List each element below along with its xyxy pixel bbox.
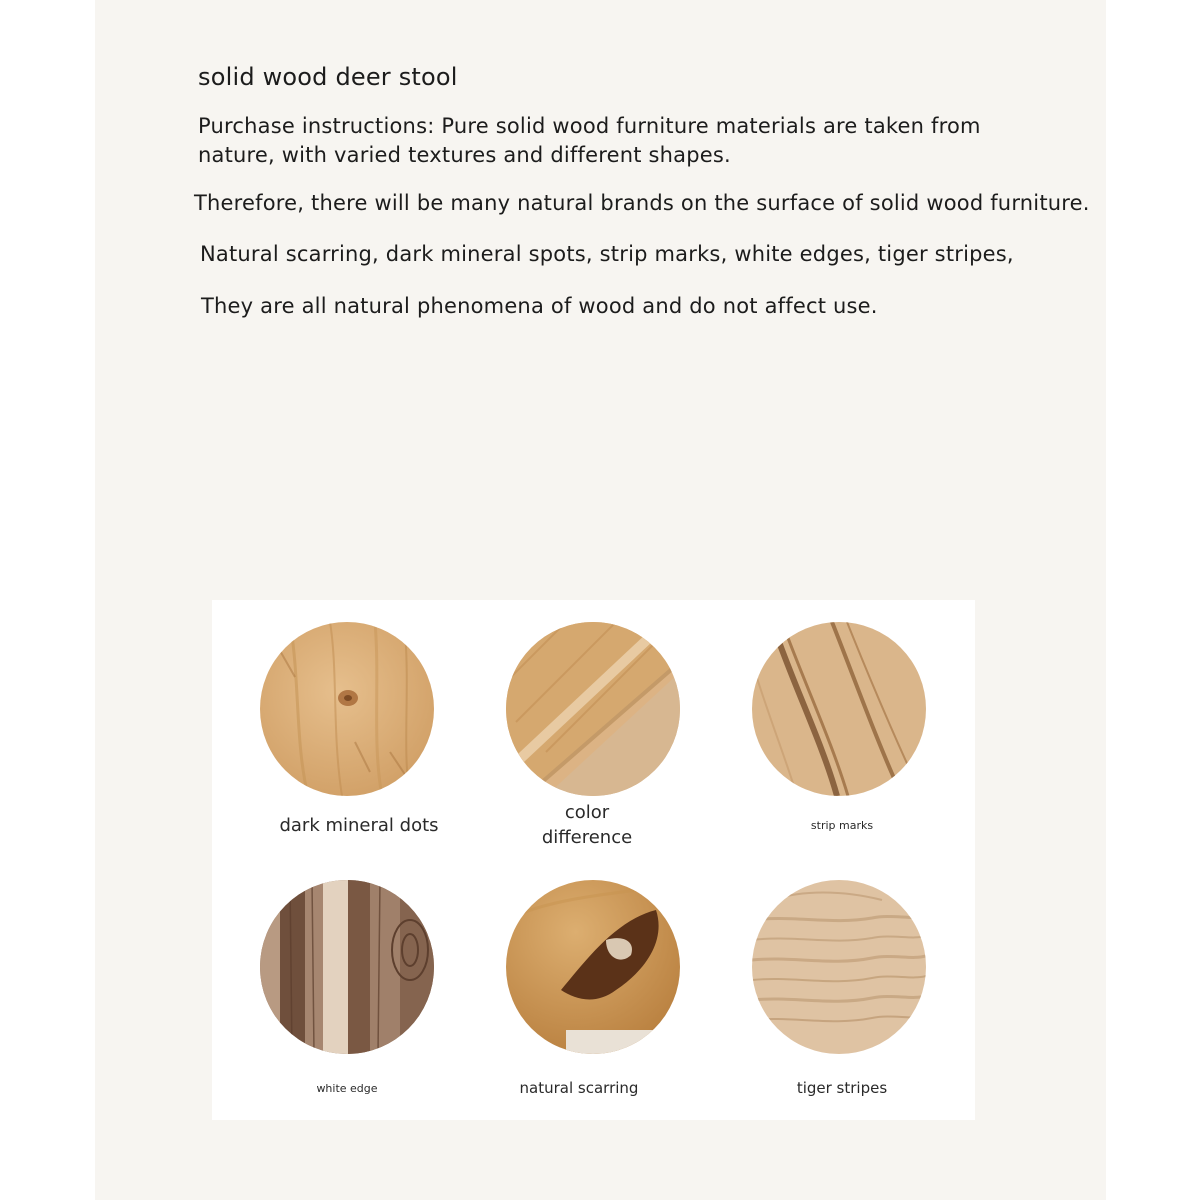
sample-label-line: difference [541,827,633,848]
white-edge-swatch [260,880,434,1054]
natural-brands-text: Therefore, there will be many natural brands on the surface of solid wood furniture. [194,191,1090,215]
sample-label: natural scarring [519,1079,639,1097]
sample-label: white edge [316,1082,378,1095]
sample-label: strip marks [810,819,874,832]
product-title: solid wood deer stool [198,63,458,91]
purchase-instructions-text: Purchase instructions: Pure solid wood furniture materials are taken from nature, with varied textures and different shapes. [198,114,981,167]
natural-scarring-swatch [506,880,680,1054]
sample-label-multiline [502,800,672,850]
natural-phenomena-text: They are all natural phenomena of wood and do not affect use. [201,294,878,318]
wood-samples-card [212,600,975,1120]
sample-label-line: color [564,802,610,823]
tiger-stripes-swatch [752,880,926,1054]
sample-label: dark mineral dots [279,815,439,836]
dark-mineral-dots-swatch [260,622,434,796]
natural-marks-list-text: Natural scarring, dark mineral spots, strip marks, white edges, tiger stripes, [200,242,1014,266]
sample-label: tiger stripes [796,1079,888,1097]
strip-marks-swatch [752,622,926,796]
color-difference-swatch [506,622,680,796]
